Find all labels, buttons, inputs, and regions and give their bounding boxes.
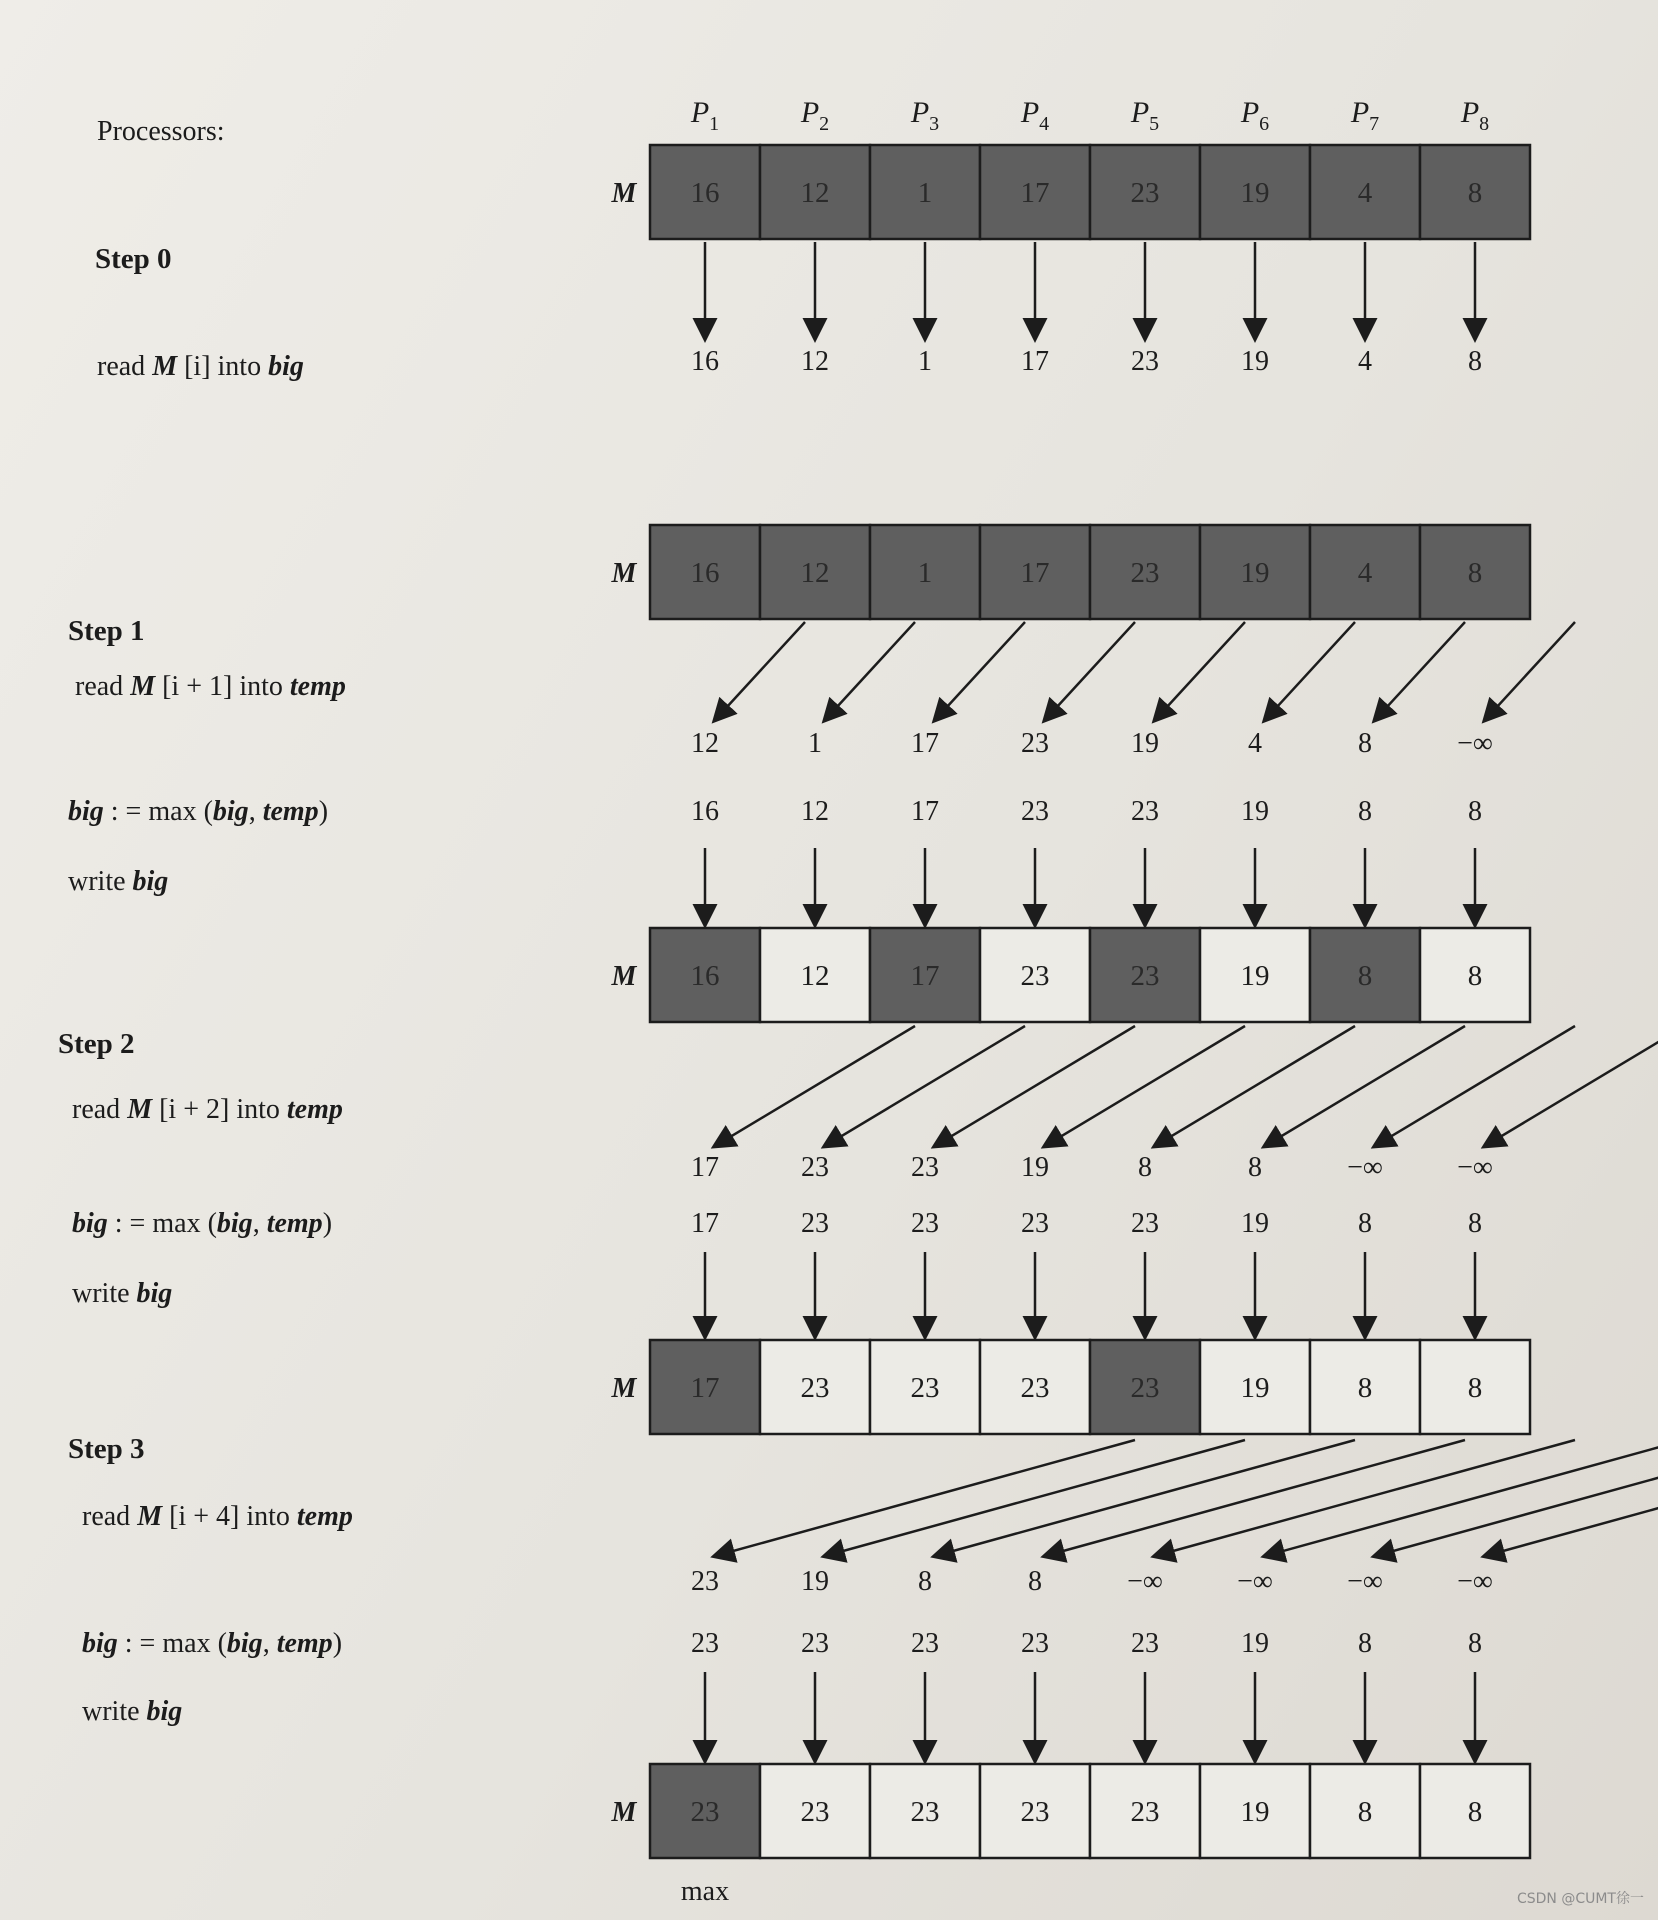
temp-value: 23 [1021, 728, 1049, 759]
shift-arrow [1485, 1026, 1658, 1146]
shift-arrow [935, 1026, 1135, 1146]
array-label-M: M [611, 178, 637, 209]
array-cell-value: 23 [1130, 1372, 1160, 1404]
big-value: 23 [1131, 346, 1159, 377]
array-label-M: M [611, 1797, 637, 1828]
big-value: 23 [911, 1208, 939, 1239]
array-step1-after [611, 928, 1530, 1022]
array-cell-value: 23 [1020, 1796, 1050, 1828]
read-instruction [97, 351, 304, 382]
processor-index: 8 [1479, 113, 1490, 135]
big-value: 8 [1468, 1208, 1482, 1239]
processor-prefix: P [1130, 96, 1150, 129]
array-step2-after [611, 1340, 1530, 1434]
array-cell-value: 12 [800, 557, 830, 589]
read-index: [i + 1] [155, 671, 240, 702]
read-M: M [127, 1094, 153, 1125]
read-target: temp [286, 1094, 343, 1125]
read-target: big [268, 351, 304, 382]
processor-prefix: P [1020, 96, 1040, 129]
read-word: read [82, 1501, 138, 1532]
temp-value: 1 [808, 728, 822, 759]
processor-index: 5 [1149, 113, 1160, 135]
array-label-M: M [611, 1373, 637, 1404]
array-cell-value: 16 [690, 177, 720, 209]
array-initial [611, 145, 1530, 239]
shift-arrow [825, 1026, 1025, 1146]
max-instruction [82, 1628, 342, 1659]
max-open: ( [217, 1628, 227, 1659]
max-big: big [82, 1628, 118, 1659]
big-value: 23 [1021, 796, 1049, 827]
temp-value: 23 [911, 1152, 939, 1183]
max-comma: , [248, 796, 263, 827]
max-assign-op: : = [103, 796, 149, 827]
watermark: CSDN @CUMT徐一 [1516, 1891, 1644, 1907]
temp-value: 23 [691, 1566, 719, 1597]
array-cell-value: 16 [690, 960, 720, 992]
max-word: max [162, 1628, 218, 1659]
write-instruction [72, 1278, 172, 1309]
big-value: 19 [1241, 1628, 1269, 1659]
big-value: 23 [691, 1628, 719, 1659]
processor-label [1020, 96, 1049, 135]
array-cell-value: 8 [1357, 1796, 1373, 1828]
max-open: ( [207, 1208, 217, 1239]
temp-value: −∞ [1347, 1152, 1383, 1183]
step-title: Step 0 [95, 243, 172, 275]
array-label-M: M [611, 558, 637, 589]
array-cell-value: 17 [690, 1372, 720, 1404]
shift-arrow [1045, 622, 1135, 720]
max-arg1: big [226, 1628, 263, 1659]
big-value: 23 [1131, 1208, 1159, 1239]
big-value: 8 [1468, 796, 1482, 827]
shift-arrow [1155, 1026, 1355, 1146]
write-target: big [146, 1696, 183, 1727]
array-cell-value: 1 [917, 557, 933, 589]
temp-value: 17 [911, 728, 939, 759]
read-instruction [72, 1094, 343, 1125]
processor-label [690, 96, 719, 135]
big-value: 23 [801, 1628, 829, 1659]
array-step1-before [611, 525, 1530, 619]
array-cell-value: 4 [1357, 177, 1373, 209]
big-value: 8 [1468, 346, 1482, 377]
write-word: write [82, 1696, 147, 1727]
temp-value: 19 [1021, 1152, 1049, 1183]
array-cell-value: 23 [1130, 177, 1160, 209]
array-cell-value: 19 [1240, 960, 1270, 992]
array-cell-value: 8 [1467, 960, 1483, 992]
max-instruction [68, 796, 328, 827]
max-open: ( [203, 796, 213, 827]
max-assign-op: : = [117, 1628, 163, 1659]
processor-prefix: P [1240, 96, 1260, 129]
write-target: big [132, 866, 169, 897]
array-cell-value: 23 [1130, 1796, 1160, 1828]
shift-arrow [935, 622, 1025, 720]
read-word: read [97, 351, 153, 382]
array-cell-value: 1 [917, 177, 933, 209]
processor-index: 4 [1039, 113, 1050, 135]
processor-index: 7 [1369, 113, 1380, 135]
array-cell-value: 4 [1357, 557, 1373, 589]
temp-value: 8 [918, 1566, 932, 1597]
step-title: Step 3 [68, 1433, 145, 1465]
shift-arrow [1155, 622, 1245, 720]
processor-index: 6 [1259, 113, 1270, 135]
array-cell-value: 23 [690, 1796, 720, 1828]
shift-arrow [715, 1440, 1135, 1556]
max-arg2: temp [276, 1628, 333, 1659]
processor-prefix: P [800, 96, 820, 129]
step-title: Step 1 [68, 615, 145, 647]
read-target: temp [289, 671, 346, 702]
big-value: 19 [1241, 346, 1269, 377]
read-M: M [137, 1501, 163, 1532]
array-cell-value: 19 [1240, 177, 1270, 209]
max-close: ) [318, 796, 329, 827]
array-cell-value: 23 [1130, 557, 1160, 589]
processor-label [1240, 96, 1269, 135]
shift-arrow [825, 622, 915, 720]
processor-label [1460, 96, 1489, 135]
max-big: big [68, 796, 104, 827]
big-value: 8 [1358, 1628, 1372, 1659]
read-M: M [130, 671, 156, 702]
array-cell-value: 23 [1020, 960, 1050, 992]
temp-value: 8 [1138, 1152, 1152, 1183]
write-target: big [136, 1278, 173, 1309]
array-cell-value: 23 [910, 1796, 940, 1828]
max-comma: , [262, 1628, 277, 1659]
read-target: temp [296, 1501, 353, 1532]
shift-arrow [1265, 1026, 1465, 1146]
max-close: ) [322, 1208, 333, 1239]
processor-index: 3 [929, 113, 940, 135]
big-value: 23 [801, 1208, 829, 1239]
big-value: 8 [1468, 1628, 1482, 1659]
temp-value: 23 [801, 1152, 829, 1183]
max-assign-op: : = [107, 1208, 153, 1239]
big-value: 12 [801, 796, 829, 827]
array-cell-value: 17 [910, 960, 940, 992]
array-cell-value: 19 [1240, 557, 1270, 589]
temp-value: 8 [1358, 728, 1372, 759]
write-word: write [68, 866, 133, 897]
shift-arrow [1375, 1026, 1575, 1146]
big-value: 12 [801, 346, 829, 377]
array-cell-value: 23 [800, 1372, 830, 1404]
max-arg1: big [216, 1208, 253, 1239]
array-cell-value: 17 [1020, 177, 1050, 209]
read-instruction [75, 671, 346, 702]
processor-prefix: P [690, 96, 710, 129]
read-into: into [217, 351, 269, 382]
array-cell-value: 16 [690, 557, 720, 589]
processor-label [1350, 96, 1379, 135]
big-value: 23 [1131, 796, 1159, 827]
read-into: into [239, 671, 290, 702]
array-cell-value: 8 [1467, 557, 1483, 589]
big-value: 1 [918, 346, 932, 377]
big-value: 23 [1131, 1628, 1159, 1659]
processor-label [1130, 96, 1159, 135]
max-arg2: temp [266, 1208, 323, 1239]
array-cell-value: 12 [800, 960, 830, 992]
read-into: into [236, 1094, 287, 1125]
temp-value: −∞ [1457, 728, 1493, 759]
temp-value: −∞ [1347, 1566, 1383, 1597]
read-index: [i + 2] [152, 1094, 237, 1125]
shift-arrow [1155, 1440, 1575, 1556]
read-word: read [75, 671, 131, 702]
max-arg2: temp [262, 796, 319, 827]
max-comma: , [252, 1208, 267, 1239]
big-value: 19 [1241, 1208, 1269, 1239]
read-into: into [246, 1501, 297, 1532]
shift-arrow [1045, 1440, 1465, 1556]
read-word: read [72, 1094, 128, 1125]
temp-value: 19 [801, 1566, 829, 1597]
array-cell-value: 8 [1467, 177, 1483, 209]
shift-arrow [935, 1440, 1355, 1556]
read-instruction [82, 1501, 353, 1532]
processor-prefix: P [910, 96, 930, 129]
temp-value: −∞ [1457, 1566, 1493, 1597]
temp-value: 17 [691, 1152, 719, 1183]
shift-arrow [715, 1026, 915, 1146]
max-instruction [72, 1208, 332, 1239]
big-value: 23 [911, 1628, 939, 1659]
processor-label [910, 96, 939, 135]
array-cell-value: 19 [1240, 1372, 1270, 1404]
step-title: Step 2 [58, 1028, 135, 1060]
big-value: 17 [691, 1208, 719, 1239]
array-cell-value: 23 [910, 1372, 940, 1404]
temp-value: 19 [1131, 728, 1159, 759]
big-value: 19 [1241, 796, 1269, 827]
max-close: ) [332, 1628, 343, 1659]
big-value: 8 [1358, 1208, 1372, 1239]
shift-arrow [1265, 1440, 1658, 1556]
big-value: 16 [691, 346, 719, 377]
array-cell-value: 23 [800, 1796, 830, 1828]
processor-index: 1 [709, 113, 720, 135]
processors-label: Processors: [97, 116, 225, 147]
array-cell-value: 8 [1357, 1372, 1373, 1404]
array-cell-value: 19 [1240, 1796, 1270, 1828]
write-instruction [68, 866, 168, 897]
array-cell-value: 8 [1467, 1796, 1483, 1828]
big-value: 8 [1358, 796, 1372, 827]
array-cell-value: 12 [800, 177, 830, 209]
array-cell-value: 8 [1357, 960, 1373, 992]
temp-value: 4 [1248, 728, 1262, 759]
processor-prefix: P [1460, 96, 1480, 129]
temp-value: −∞ [1237, 1566, 1273, 1597]
shift-arrow [1485, 622, 1575, 720]
temp-value: 8 [1028, 1566, 1042, 1597]
array-label-M: M [611, 961, 637, 992]
temp-value: −∞ [1457, 1152, 1493, 1183]
big-value: 23 [1021, 1208, 1049, 1239]
array-cell-value: 8 [1467, 1372, 1483, 1404]
max-result-label: max [680, 1876, 730, 1907]
processor-prefix: P [1350, 96, 1370, 129]
max-word: max [148, 796, 204, 827]
big-value: 17 [911, 796, 939, 827]
max-arg1: big [212, 796, 249, 827]
temp-value: 12 [691, 728, 719, 759]
read-M: M [152, 351, 178, 382]
temp-value: −∞ [1127, 1566, 1163, 1597]
array-final [611, 1764, 1530, 1858]
big-value: 17 [1021, 346, 1049, 377]
array-cell-value: 17 [1020, 557, 1050, 589]
shift-arrow [825, 1440, 1245, 1556]
temp-value: 8 [1248, 1152, 1262, 1183]
shift-arrow [1045, 1026, 1245, 1146]
processor-index: 2 [819, 113, 830, 135]
processor-label [800, 96, 829, 135]
shift-arrow [715, 622, 805, 720]
write-word: write [72, 1278, 137, 1309]
shift-arrow [1265, 622, 1355, 720]
write-instruction [82, 1696, 182, 1727]
array-cell-value: 23 [1020, 1372, 1050, 1404]
array-cell-value: 23 [1130, 960, 1160, 992]
read-index: [i] [177, 351, 218, 382]
big-value: 4 [1358, 346, 1372, 377]
max-word: max [152, 1208, 208, 1239]
shift-arrow [1375, 622, 1465, 720]
read-index: [i + 4] [162, 1501, 247, 1532]
max-big: big [72, 1208, 108, 1239]
big-value: 16 [691, 796, 719, 827]
big-value: 23 [1021, 1628, 1049, 1659]
